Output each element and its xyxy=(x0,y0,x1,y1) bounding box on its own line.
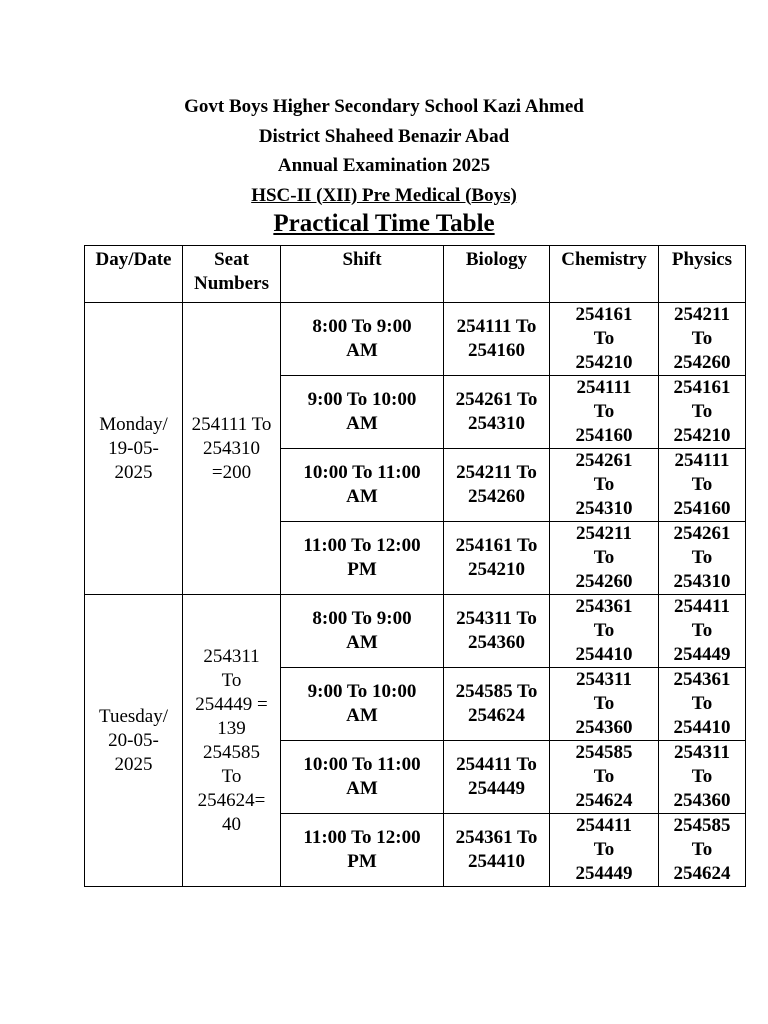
physics-cell-text: 254311 To 254360 xyxy=(673,742,731,811)
shift-cell xyxy=(281,449,444,522)
physics-cell xyxy=(659,376,746,449)
biology-cell xyxy=(444,376,550,449)
seat-numbers-cell xyxy=(183,303,281,595)
col-header-shift: Shift xyxy=(281,246,444,303)
timetable xyxy=(84,245,746,887)
chemistry-cell xyxy=(550,522,659,595)
physics-cell-text: 254211 To 254260 xyxy=(673,304,731,373)
biology-cell-text: 254361 To 254410 xyxy=(455,827,538,872)
chemistry-cell-text: 254361 To 254410 xyxy=(575,596,633,665)
table-row xyxy=(85,595,746,668)
seat-numbers-text: 254111 To 254310 =200 xyxy=(191,413,272,483)
physics-cell xyxy=(659,595,746,668)
biology-cell-text: 254261 To 254310 xyxy=(455,389,538,434)
biology-cell-text: 254411 To 254449 xyxy=(456,754,537,799)
shift-cell xyxy=(281,668,444,741)
shift-cell xyxy=(281,741,444,814)
physics-cell xyxy=(659,303,746,376)
shift-cell xyxy=(281,376,444,449)
col-header-biology: Biology xyxy=(444,246,550,303)
biology-cell xyxy=(444,741,550,814)
chemistry-cell-text: 254585 To 254624 xyxy=(575,742,633,811)
col-header-physics: Physics xyxy=(659,246,746,303)
seat-numbers-cell xyxy=(183,595,281,887)
biology-cell xyxy=(444,668,550,741)
physics-cell-text: 254161 To 254210 xyxy=(673,377,731,446)
physics-cell-text: 254361 To 254410 xyxy=(673,669,731,738)
biology-cell-text: 254211 To 254260 xyxy=(456,462,537,507)
shift-cell-text: 11:00 To 12:00 PM xyxy=(303,827,421,872)
day-date-cell xyxy=(85,303,183,595)
physics-cell xyxy=(659,668,746,741)
col-header-chemistry: Chemistry xyxy=(550,246,659,303)
shift-cell-text: 10:00 To 11:00 AM xyxy=(303,462,421,507)
chemistry-cell xyxy=(550,668,659,741)
chemistry-cell xyxy=(550,814,659,887)
biology-cell-text: 254161 To 254210 xyxy=(455,535,538,580)
header-row xyxy=(85,246,746,303)
physics-cell xyxy=(659,814,746,887)
biology-cell xyxy=(444,522,550,595)
school-name: Govt Boys Higher Secondary School Kazi Ahmed xyxy=(184,96,584,117)
chemistry-cell-text: 254161 To 254210 xyxy=(575,304,633,373)
page-title: Practical Time Table xyxy=(273,210,495,237)
biology-cell-text: 254585 To 254624 xyxy=(455,681,538,726)
shift-cell-text: 9:00 To 10:00 AM xyxy=(307,389,417,434)
shift-cell-text: 10:00 To 11:00 AM xyxy=(303,754,421,799)
day-date-cell xyxy=(85,595,183,887)
physics-cell-text: 254585 To 254624 xyxy=(673,815,731,884)
shift-cell xyxy=(281,595,444,668)
biology-cell xyxy=(444,814,550,887)
shift-cell xyxy=(281,522,444,595)
biology-cell xyxy=(444,449,550,522)
physics-cell xyxy=(659,522,746,595)
shift-cell xyxy=(281,303,444,376)
seat-numbers-text: 254311 To 254449 = 139 254585 To 254624= 40 xyxy=(195,645,268,835)
shift-cell-text: 11:00 To 12:00 PM xyxy=(303,535,421,580)
physics-cell xyxy=(659,449,746,522)
chemistry-cell xyxy=(550,741,659,814)
document-header xyxy=(0,92,768,210)
chemistry-cell xyxy=(550,449,659,522)
chemistry-cell xyxy=(550,595,659,668)
district-name: District Shaheed Benazir Abad xyxy=(258,125,510,147)
biology-cell xyxy=(444,303,550,376)
col-header-day: Day/Date xyxy=(85,246,183,303)
physics-cell-text: 254111 To 254160 xyxy=(673,450,731,519)
chemistry-cell-text: 254211 To 254260 xyxy=(575,523,633,592)
shift-cell xyxy=(281,814,444,887)
chemistry-cell-text: 254411 To 254449 xyxy=(575,815,633,884)
biology-cell-text: 254311 To 254360 xyxy=(456,608,537,653)
day-date-text: Monday/ 19-05-2025 xyxy=(99,413,168,483)
chemistry-cell-text: 254311 To 254360 xyxy=(575,669,633,738)
exam-name: Annual Examination 2025 xyxy=(277,155,491,176)
shift-cell-text: 8:00 To 9:00 AM xyxy=(312,608,412,653)
chemistry-cell xyxy=(550,303,659,376)
physics-cell xyxy=(659,741,746,814)
chemistry-cell xyxy=(550,376,659,449)
table-row xyxy=(85,303,746,376)
chemistry-cell-text: 254111 To 254160 xyxy=(575,377,633,446)
shift-cell-text: 8:00 To 9:00 AM xyxy=(312,316,412,361)
physics-cell-text: 254411 To 254449 xyxy=(673,596,731,665)
physics-cell-text: 254261 To 254310 xyxy=(673,523,731,592)
col-header-seat: Seat Numbers xyxy=(183,246,281,303)
chemistry-cell-text: 254261 To 254310 xyxy=(575,450,633,519)
biology-cell-text: 254111 To 254160 xyxy=(456,316,537,361)
day-date-text: Tuesday/ 20-05-2025 xyxy=(99,705,168,775)
biology-cell xyxy=(444,595,550,668)
class-group: HSC-II (XII) Pre Medical (Boys) xyxy=(251,184,517,206)
shift-cell-text: 9:00 To 10:00 AM xyxy=(307,681,417,726)
